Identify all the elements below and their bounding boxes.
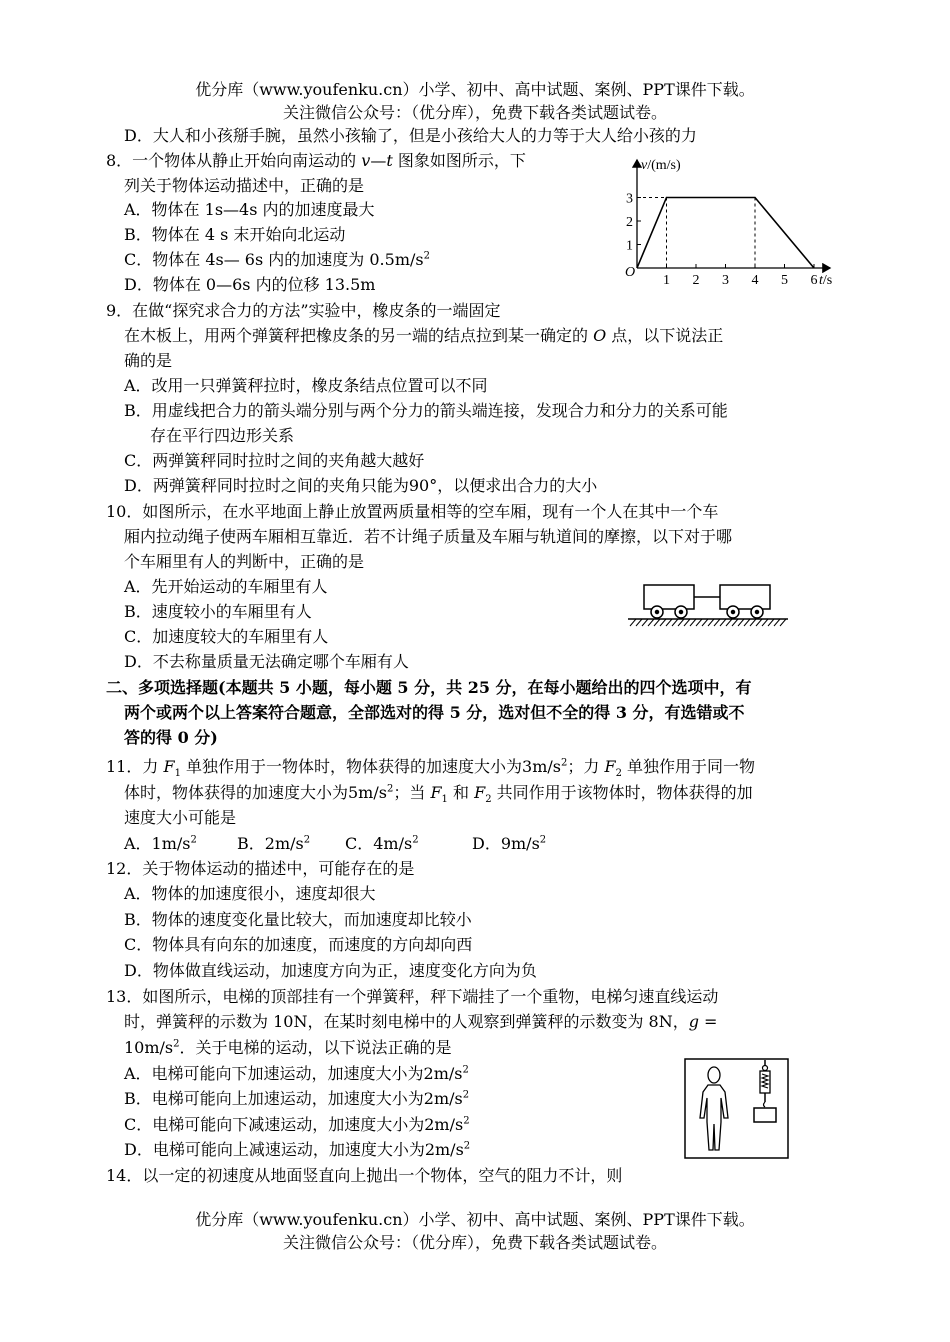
y-axis-label: v/(m/s) [641, 158, 681, 173]
q12-option-c: C．物体具有向东的加速度，而速度的方向却向西 [124, 935, 473, 954]
elevator-figure [684, 1058, 790, 1160]
data-series-line [637, 198, 814, 269]
ground-hatch [630, 619, 786, 626]
weight-block [754, 1108, 776, 1122]
q12-option-a: A．物体的加速度很小，速度却很大 [124, 884, 376, 903]
q11-option-c: C．$4m/s^2$ [345, 834, 419, 853]
section2-heading-line-1: 二、多项选择题(本题共 5 小题，每小题 5 分，共 25 分，在每小题给出的四个选项中，有 [106, 678, 752, 697]
q13-stem-line-1: 13．如图所示，电梯的顶部挂有一个弹簧秤，秤下端挂了一个重物，电梯匀速直线运动 [106, 987, 719, 1006]
q11-option-d: D．$9m/s^2$ [472, 834, 547, 853]
header-line-1: 优分库（www.youfenku.cn）小学、初中、高中试题、案例、PPT课件下载。 [195, 80, 755, 99]
section2-heading-line-3: 答的得 0 分) [124, 728, 218, 747]
q12-option-d: D．物体做直线运动，加速度方向为正，速度变化方向为负 [124, 961, 537, 980]
q9-stem-line-2: 在木板上，用两个弹簧秤把橡皮条的另一端的结点拉到某一确定的 O 点，以下说法正 [124, 326, 724, 345]
q10-stem-line-3: 个车厢里有人的判断中，正确的是 [124, 552, 365, 571]
q10-option-c: C．加速度较大的车厢里有人 [124, 627, 329, 646]
q13-option-d: D．电梯可能向上减速运动，加速度大小为$2m/s^2$ [124, 1140, 471, 1159]
q10-stem-line-1: 10．如图所示，在水平地面上静止放置两质量相等的空车厢，现有一个人在其中一个车 [106, 502, 719, 521]
x-tick-label-1: 1 [663, 273, 670, 288]
carts-figure [626, 580, 791, 632]
x-tick-label-5: 5 [781, 273, 788, 288]
q11-option-a: A．$1m/s^2$ [124, 834, 197, 853]
q8-option-b: B．物体在 4 s 末开始向北运动 [124, 225, 346, 244]
footer-line-1: 优分库（www.youfenku.cn）小学、初中、高中试题、案例、PPT课件下载。 [195, 1210, 755, 1229]
q13-option-a: A．电梯可能向下加速运动，加速度大小为$2m/s^2$ [124, 1064, 469, 1083]
q13-stem-line-3: $10m/s^2$．关于电梯的运动，以下说法正确的是 [124, 1038, 452, 1057]
section2-heading-line-2: 两个或两个以上答案符合题意，全部选对的得 5 分，选对但不全的得 3 分，有选错或不 [124, 703, 745, 722]
q9-option-b-line-2: 存在平行四边形关系 [150, 426, 295, 445]
x-tick-label-2: 2 [692, 273, 700, 288]
x-axis-label: t/s [819, 273, 833, 288]
q9-option-c: C．两弹簧秤同时拉时之间的夹角越大越好 [124, 451, 425, 470]
x-tick-label-6: 6 [810, 273, 818, 288]
q11-stem-line-2: 体时，物体获得的加速度大小为$5m/s^2$；当 $F_1$ 和 $F_2$ 共同作用于该物体时，物体获得的加 [124, 783, 753, 806]
q7-option-d: D．大人和小孩掰手腕，虽然小孩输了，但是小孩给大人的力等于大人给小孩的力 [124, 126, 697, 145]
x-tick-label-4: 4 [751, 273, 759, 288]
q14-stem: 14．以一定的初速度从地面竖直向上抛出一个物体，空气的阻力不计，则 [106, 1166, 623, 1185]
q8-stem-line-2: 列关于物体运动描述中，正确的是 [124, 176, 365, 195]
q10-option-b: B．速度较小的车厢里有人 [124, 602, 312, 621]
left-cart-body [644, 585, 694, 609]
right-cart-body [720, 585, 770, 609]
q9-option-d: D．两弹簧秤同时拉时之间的夹角只能为90°，以便求出合力的大小 [124, 476, 598, 495]
q9-stem-line-1: 9．在做“探究求合力的方法”实验中，橡皮条的一端固定 [106, 301, 501, 320]
q9-stem-line-3: 确的是 [124, 351, 173, 370]
q8-option-a: A．物体在 1s—4s 内的加速度最大 [124, 200, 375, 219]
q10-stem-line-2: 厢内拉动绳子使两车厢相互靠近．若不计绳子质量及车厢与轨道间的摩擦，以下对于哪 [124, 527, 733, 546]
q9-option-b-line-1: B．用虚线把合力的箭头端分别与两个分力的箭头端连接，发现合力和分力的关系可能 [124, 401, 728, 420]
q11-stem-line-3: 速度大小可能是 [124, 808, 237, 827]
y-tick-label-3: 3 [626, 191, 633, 207]
q8-option-c: C．物体在 4s— 6s 内的加速度为 $0.5m/s^2$ [124, 250, 430, 269]
y-tick-label-1: 1 [626, 238, 633, 254]
x-tick-label-3: 3 [722, 273, 729, 288]
q13-option-b: B．电梯可能向上加速运动，加速度大小为$2m/s^2$ [124, 1089, 470, 1108]
y-tick-label-2: 2 [626, 215, 633, 230]
origin-label: O [625, 265, 636, 280]
q9-option-a: A．改用一只弹簧秤拉时，橡皮条结点位置可以不同 [124, 376, 488, 395]
vt-graph [620, 152, 845, 292]
footer-line-2: 关注微信公众号：（优分库），免费下载各类试题试卷。 [282, 1233, 667, 1252]
q8-stem-line-1: 8．一个物体从静止开始向南运动的 v—t 图象如图所示，下 [106, 151, 526, 170]
q12-stem: 12．关于物体运动的描述中，可能存在的是 [106, 859, 415, 878]
q10-option-a: A．先开始运动的车厢里有人 [124, 577, 328, 596]
q11-stem-line-1: 11．力 $F_1$ 单独作用于一物体时，物体获得的加速度大小为$3m/s^2$；力 $F_2$ 单独作用于同一物 [106, 757, 756, 780]
q13-option-c: C．电梯可能向下减速运动，加速度大小为$2m/s^2$ [124, 1115, 470, 1134]
q11-option-b: B．$2m/s^2$ [237, 834, 311, 853]
header-line-2: 关注微信公众号：（优分库），免费下载各类试题试卷。 [282, 103, 667, 122]
q13-stem-line-2: 时，弹簧秤的示数为 10N，在某时刻电梯中的人观察到弹簧秤的示数变为 8N，g = [124, 1012, 718, 1031]
q8-option-d: D．物体在 0—6s 内的位移 13.5m [124, 275, 376, 294]
q10-option-d: D．不去称量质量无法确定哪个车厢有人 [124, 652, 409, 671]
q12-option-b: B．物体的速度变化量比较大，而加速度却比较小 [124, 910, 472, 929]
